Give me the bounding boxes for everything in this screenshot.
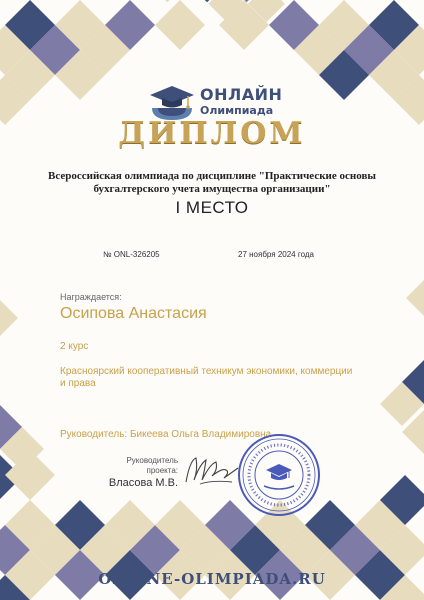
logo-bottom-text: Олимпиада (200, 104, 274, 117)
diploma-date: 27 ноября 2024 года (238, 250, 314, 259)
awarded-label: Награждается: (60, 292, 122, 302)
diploma-title: ДИПЛОМ (118, 116, 306, 151)
olympiad-description: Всероссийская олимпиада по дисциплине "Практические основы бухгалтерского учета имущества организации" (47, 170, 376, 195)
website-footer: ONLINE-OLIMPIADA.RU (98, 570, 326, 588)
signatory-name: Власова М.В. (108, 477, 178, 489)
graduation-cap-icon (148, 84, 196, 120)
handwritten-signature (182, 450, 242, 490)
recipient-name: Осипова Анастасия (60, 305, 207, 322)
course-text: 2 курс (60, 341, 89, 352)
logo-top-text: ОНЛАЙН (200, 85, 283, 104)
place-award: I МЕСТО (175, 198, 249, 217)
signatory-label: Руководитель проекта: (126, 456, 178, 475)
institution-name: Красноярский кооперативный техникум экономики, коммерции и права (60, 366, 353, 389)
official-stamp (236, 432, 322, 518)
supervisor-text: Руководитель: Бикеева Ольга Владимировна (60, 429, 272, 440)
diploma-number: № ONL-326205 (103, 250, 160, 259)
pattern-right-middle (380, 280, 424, 454)
